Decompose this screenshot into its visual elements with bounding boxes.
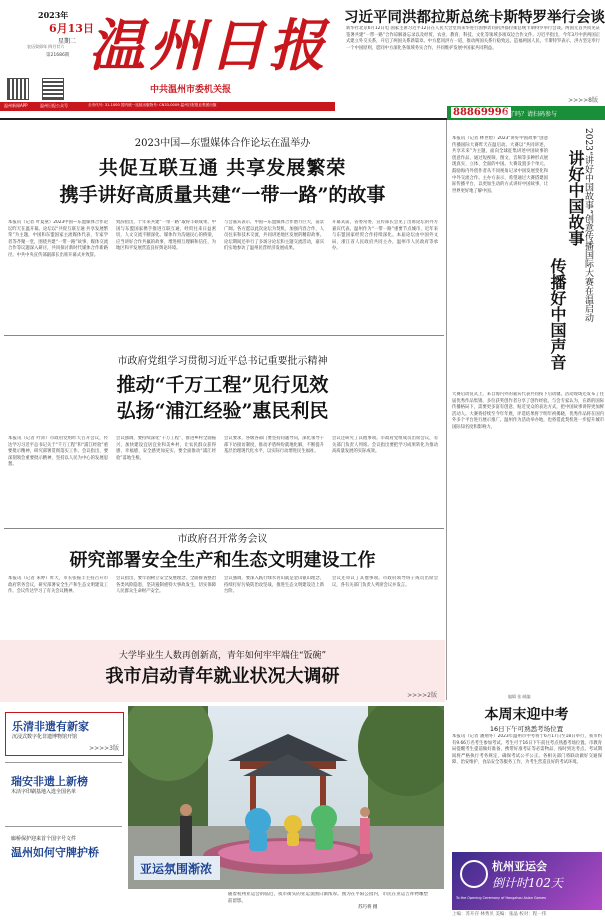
exam-subtitle: 16日下午可熟悉考场位置 — [489, 725, 564, 733]
forum-col-4: 开幕式前，省委常委、宣传部长会见了出席论坛的外方嘉宾代表。温州作为“一带一路”重要节点城市，近年来与东盟国家经贸合作持续深化。本届论坛由中国外文局、浙江省人民政府共同主办，温州市人民政府等承办。 — [332, 220, 438, 252]
side-feature-headline-2[interactable]: 传播好中国声音 — [548, 258, 567, 370]
forum-col-1: 本报讯（记者 叶夏黛）2023中国—东盟媒体合作论坛昨天在温开幕。论坛以“共促互联互通 共享发展繁荣”为主题，中国和东盟国家主流媒体代表、专家学者等齐聚一堂，围绕共建“一带一路”故事、媒体交流合作等议题深入研讨，共同探讨新时代媒体合作新路径。中共中央宣传部副部长出席开幕式并致辞。 — [8, 220, 108, 258]
policy-col-4: 会议还研究了其他事项。市政府党组成员出席会议，有关部门负责人列席。会议指出要把学习成果转化为推动高质量发展的实际成效。 — [332, 436, 438, 455]
photo-block[interactable] — [128, 706, 444, 922]
qr-code-left[interactable] — [7, 78, 29, 100]
promo-3[interactable] — [5, 832, 122, 872]
safety-headline[interactable]: 研究部署安全生产和生态文明建设工作 — [69, 550, 376, 571]
promo-1-title: 乐清非遗有新家 — [12, 720, 89, 733]
masthead-date: 6月13日 — [49, 22, 94, 35]
photo-caption-text: 随着杭州亚运会的临近，夜市街头的亚运氛围日渐浓厚。图为在平阳公园内，市民在亚运吉祥物雕塑前留影。 — [228, 892, 428, 904]
photo-caption-title: 亚运氛围渐浓 — [140, 862, 213, 876]
employment-headline[interactable]: 我市启动青年就业状况大调研 — [105, 666, 340, 687]
side-feature — [448, 122, 604, 702]
ad-strip[interactable] — [447, 106, 605, 120]
top-story-title[interactable]: 习近平同洪都拉斯总统卡斯特罗举行会谈 — [344, 9, 605, 26]
employment-kicker: 大学毕业生人数再创新高，青年如何牢牢端住“饭碗” — [118, 651, 327, 661]
promo-1-more-link[interactable]: >>>>3版 — [89, 745, 119, 752]
employment-section[interactable] — [0, 640, 445, 702]
employment-more-link[interactable]: >>>>2版 — [407, 692, 437, 699]
masthead-year: 2023年 — [38, 10, 69, 20]
promo-1[interactable] — [5, 712, 124, 756]
side-feature-editor: 编辑 张 邮编 — [508, 694, 531, 699]
promo-1-subtitle: 沉浸式数字化非遗博物馆开馆 — [12, 734, 78, 740]
forum-col-2: 致辞指出，十年来共建“一带一路”取得丰硕成果，中国与东盟国家携手推进互联互通，经贸往来日益密切，人文交流不断深化。媒体作为沟通民心的桥梁，应当讲好合作共赢的故事，增进相互理解和信任，为地区和平发展营造良好舆论环境。 — [116, 220, 216, 252]
photo-credit: 苏巧将 摄 — [358, 905, 378, 910]
ad-slogan: 做了吗？请扫码参与 — [503, 111, 558, 118]
safety-col-2: 会议指出，要牢固树立安全发展理念，全面排查整治各类风险隐患，坚决遏制重特大事故发生，切实保障人民群众生命财产安全。 — [116, 576, 216, 595]
ad-phone: 88869996 — [453, 107, 509, 118]
policy-col-1: 本报讯（记者 叶沛）市政府党组昨天召开会议，传达学习习近平总书记关于“千万工程”和“浦江经验”重要批示精神，研究部署贯彻落实工作。会议指出，要深刻领会重要批示精神，坚持以人民为中心的发展思想。 — [8, 436, 108, 468]
promo-divider-1 — [5, 762, 122, 763]
side-feature-body: 本报讯（记者 林世碧）2023“讲好中国故事”创意传播国际大赛昨天在温启动。大赛以“共同讲述，共享未来”为主题，面向全球征集讲述中国故事的创意作品，通过短视频、图文、音频等多种形式展现真实、立体、全面的中国。大赛设置多个单元，鼓励海内外创作者从不同视角记录中国发展变化和中外交流合作。主办方表示，希望通过大赛搭建国际传播平台，以更加生动的方式讲好中国故事，让世界更好地了解中国。 — [452, 136, 548, 194]
promo-3-title: 温州如何守牌护桥 — [11, 846, 99, 859]
masthead-lunar: 农历癸卯年 四月廿六 — [27, 44, 65, 49]
promo-2-subtitle: 木活字印刷基地入选全国名单 — [11, 789, 77, 795]
forum-section — [0, 120, 445, 335]
top-story-more-link[interactable]: >>>>8版 — [568, 97, 598, 104]
policy-headline-2[interactable]: 弘扬“浦江经验”惠民利民 — [116, 400, 329, 422]
side-feature-headline-1[interactable]: 讲好中国故事 — [566, 150, 585, 246]
masthead-wechat-label: 温州日报公众号 — [40, 103, 68, 108]
safety-col-3: 会议强调，要深入践行绿水青山就是金山银山理念，持续打好污染防治攻坚战，推进生态文明建设迈上新台阶。 — [224, 576, 324, 595]
promo-2-title: 瑞安非遗上新榜 — [11, 775, 88, 788]
right-column-divider — [446, 120, 447, 700]
editors-line: 上编：苏开存 林秀贝 美编：张晶 校对：程一伟 — [452, 912, 547, 917]
masthead-info-line: 全市代号: 31-1000 国内统一连续出版物号: CN33-0009 温州日报报业集团出版 — [88, 103, 217, 107]
asian-games-countdown[interactable] — [452, 852, 602, 910]
safety-kicker: 市政府召开常务会议 — [177, 534, 268, 545]
forum-headline-1[interactable]: 共促互联互通 共享发展繁荣 — [98, 157, 347, 179]
forum-headline-2[interactable]: 携手讲好高质量共建“一带一路”的故事 — [59, 184, 386, 206]
masthead-app-label: 温州新闻APP — [4, 103, 28, 108]
policy-col-3: 会议要求，各级各部门要坚持问题导向，深化领导干部下访接访制度，推动矛盾纠纷就地化解，不断提升基层治理现代化水平，以实际行动增进民生福祉。 — [224, 436, 324, 455]
policy-col-2: 会议强调，要持续深化“千万工程”，推进乡村全面振兴，加快建设宜居宜业和美乡村，让农民群众获得感、幸福感、安全感更加充实。要全面推动“浦江经验”落地生根。 — [116, 436, 216, 461]
policy-section — [0, 336, 445, 528]
qr-code-right[interactable] — [42, 78, 64, 100]
promo-3-subtitle: 廊桥保护迎来首个国字号文件 — [11, 836, 77, 842]
policy-kicker: 市政府党组学习贯彻习近平总书记重要批示精神 — [117, 356, 328, 367]
forum-col-3: 与会嘉宾表示，中国—东盟媒体合作潜力巨大，前景广阔。各方愿以此次论坛为契机，加强内容合作、人员往来和技术交流，共同讲述地区发展的精彩故事。论坛期间还举行了多场分论坛和主题交流活动，嘉宾们实地参访了温州民营经济发展成果。 — [224, 220, 324, 252]
exam-body: 本报讯（记者 潘翔冬）2023年温州市中考将于6月17日至18日举行，我市约有9.66万名考生参加考试。考生可于16日下午前往考点熟悉考场位置。市教育局提醒考生提前做好准备，携带好准考证等必需物品，按时到达考点。考试期间将严格执行考务规定，确保考试公平公正。各相关部门将联动做好交通保障、治安维护、食品安全等服务工作，为考生营造良好的考试环境。 — [452, 734, 602, 766]
exam-section — [448, 700, 605, 850]
promo-2[interactable] — [5, 768, 122, 808]
asian-games-logo-icon — [460, 860, 488, 888]
promo-divider-2 — [5, 826, 122, 827]
safety-section — [0, 528, 445, 638]
masthead-issue: 第21686期 — [46, 53, 70, 58]
asian-games-countdown-text: 倒计时102天 — [492, 876, 563, 890]
masthead-weekday: 星期二 — [58, 38, 77, 45]
top-story[interactable] — [340, 4, 605, 108]
forum-kicker: 2023中国—东盟媒体合作论坛在温举办 — [134, 138, 311, 149]
safety-col-4: 会议还审议了其他事项。市政府领导班子成员出席会议，各有关部门负责人列席会议并发言。 — [332, 576, 438, 588]
asian-games-subtitle: To the Opening Ceremony of Hangzhou Asian Games — [456, 896, 546, 900]
masthead-title: 温州日报 — [89, 13, 329, 79]
masthead-subtitle: 中共温州市委机关报 — [150, 85, 232, 95]
side-feature-body-2: 大赛启动仪式上，来自海内外的嘉宾代表共同按下启动键。活动现场还发布了往届优秀作品集锦，多位获奖创作者分享了创作经验。与会专家认为，在新的国际传播格局下，需要更多富有创意、贴近受众的表达方式，把中国故事讲得更加鲜活动人。大赛将持续至今年年底，评选结果将于明年初揭晓，优秀作品将在国内外多个平台进行展示推广。温州作为活动举办地，也将借此契机进一步提升城市国际知名度和影响力。 — [452, 392, 604, 430]
top-story-body: 新华社北京6月12日电 国家主席习近平12日在人民大会堂同来华进行国事访问的洪都拉斯总统卡斯特罗举行会谈。两国元首共同见证签署共建“一带一路”合作谅解备忘录以及经贸、农业、教育、科技、文化等领域多项双边合作文件。习近平指出，今年3月中洪两国正式建立外交关系，开启了两国关系新篇章。中方愿同洪方一道，推动两国关系行稳致远，造福两国人民。卡斯特罗表示，洪方坚定奉行一个中国原则，愿同中方深化各领域务实合作，共同维护发展中国家共同利益。 — [346, 26, 600, 51]
asian-games-title: 杭州亚运会 — [492, 860, 547, 873]
side-feature-kicker: 2023“讲好中国故事”创意传播国际大赛在温启动 — [583, 128, 593, 323]
policy-headline-1[interactable]: 推动“千万工程”见行见效 — [116, 374, 329, 396]
exam-headline[interactable]: 本周末迎中考 — [484, 707, 569, 723]
safety-col-1: 本报讯（记者 朱婷）昨天，市长张振丰主持召开市政府常务会议，研究部署安全生产和生态文明建设工作。会议传达学习了有关会议精神。 — [8, 576, 108, 595]
